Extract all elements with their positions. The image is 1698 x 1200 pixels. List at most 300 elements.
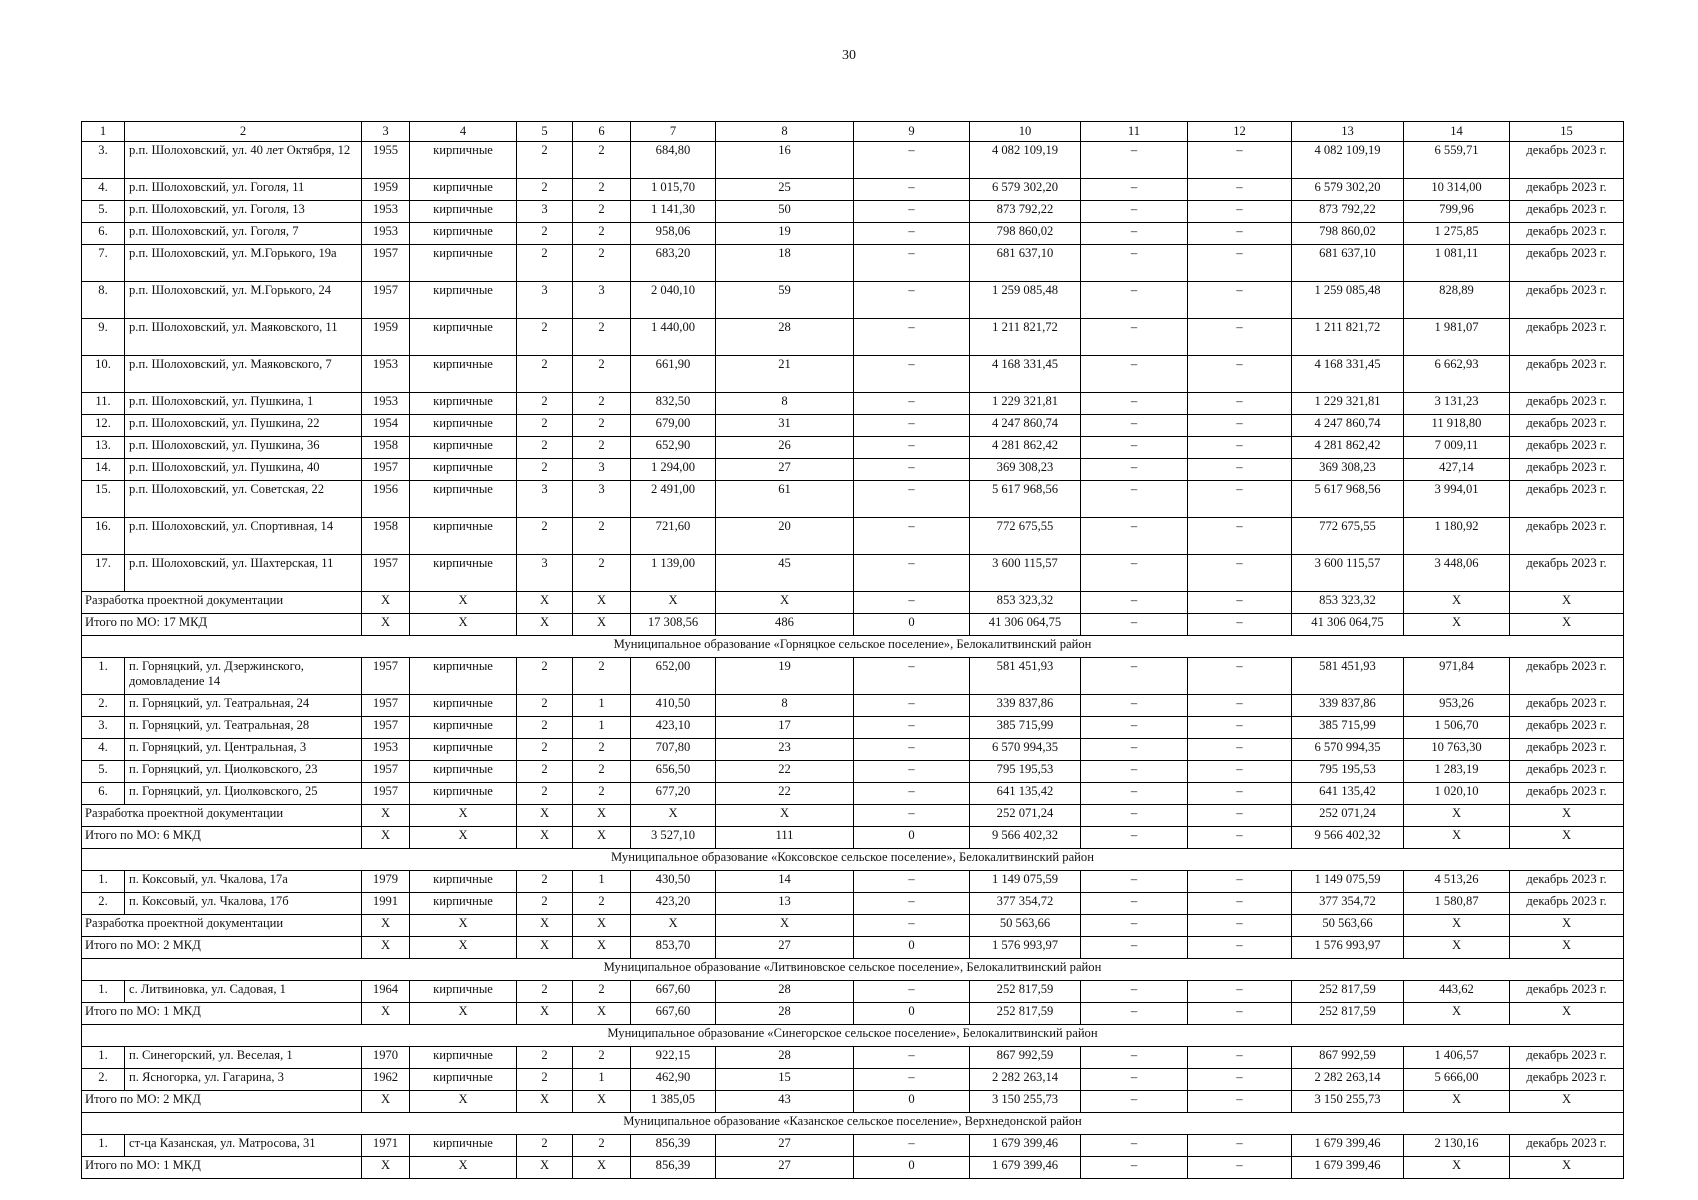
- row-number-cell: 2.: [82, 1069, 125, 1091]
- table-cell: 2: [517, 1047, 573, 1069]
- table-cell: X: [716, 915, 854, 937]
- table-cell: 2 491,00: [631, 481, 716, 518]
- table-cell: 652,00: [631, 658, 716, 695]
- table-cell: –: [854, 1069, 970, 1091]
- row-number-cell: 6.: [82, 223, 125, 245]
- table-cell: X: [1510, 1157, 1624, 1179]
- table-cell: кирпичные: [410, 415, 517, 437]
- table-cell: 443,62: [1404, 981, 1510, 1003]
- table-row: [82, 142, 1624, 179]
- table-cell: X: [362, 1003, 410, 1025]
- table-cell: X: [517, 805, 573, 827]
- table-cell: 0: [854, 1157, 970, 1179]
- table-cell: кирпичные: [410, 223, 517, 245]
- table-cell: –: [1188, 1135, 1292, 1157]
- table-cell: –: [1188, 981, 1292, 1003]
- table-cell: 1 020,10: [1404, 783, 1510, 805]
- column-header: 15: [1510, 122, 1624, 142]
- section-title: Муниципальное образование «Коксовское сельское поселение», Белокалитвинский район: [82, 849, 1624, 871]
- table-cell: X: [362, 937, 410, 959]
- table-cell: X: [1404, 827, 1510, 849]
- table-cell: декабрь 2023 г.: [1510, 415, 1624, 437]
- table-cell: X: [410, 592, 517, 614]
- table-cell: –: [1188, 415, 1292, 437]
- address-cell: п. Коксовый, ул. Чкалова, 17б: [125, 893, 362, 915]
- table-cell: X: [1404, 614, 1510, 636]
- table-cell: 721,60: [631, 518, 716, 555]
- table-cell: –: [1188, 658, 1292, 695]
- table-cell: 958,06: [631, 223, 716, 245]
- table-cell: 2: [573, 415, 631, 437]
- table-cell: –: [1081, 1003, 1188, 1025]
- table-cell: X: [362, 805, 410, 827]
- table-cell: 5 617 968,56: [970, 481, 1081, 518]
- table-row: [82, 245, 1624, 282]
- table-cell: 1957: [362, 245, 410, 282]
- table-cell: 59: [716, 282, 854, 319]
- table-cell: –: [854, 592, 970, 614]
- table-cell: 853 323,32: [970, 592, 1081, 614]
- table-cell: 6 662,93: [1404, 356, 1510, 393]
- table-cell: –: [854, 981, 970, 1003]
- table-cell: –: [1081, 201, 1188, 223]
- table-cell: 867 992,59: [970, 1047, 1081, 1069]
- table-cell: 385 715,99: [1292, 717, 1404, 739]
- table-cell: X: [410, 827, 517, 849]
- table-cell: 1991: [362, 893, 410, 915]
- table-cell: 953,26: [1404, 695, 1510, 717]
- table-cell: кирпичные: [410, 142, 517, 179]
- table-row: [82, 695, 1624, 717]
- table-cell: –: [1188, 481, 1292, 518]
- table-cell: 1953: [362, 393, 410, 415]
- row-number-cell: 5.: [82, 201, 125, 223]
- table-cell: 2: [573, 783, 631, 805]
- column-number-row: [82, 122, 1624, 142]
- table-cell: 423,20: [631, 893, 716, 915]
- table-cell: –: [1081, 319, 1188, 356]
- table-cell: –: [854, 717, 970, 739]
- row-number-cell: 1.: [82, 981, 125, 1003]
- table-cell: 2: [573, 393, 631, 415]
- table-cell: –: [1188, 761, 1292, 783]
- table-cell: X: [362, 1157, 410, 1179]
- table-cell: 3 527,10: [631, 827, 716, 849]
- table-cell: 369 308,23: [1292, 459, 1404, 481]
- table-cell: 772 675,55: [970, 518, 1081, 555]
- table-cell: 2: [517, 223, 573, 245]
- table-cell: X: [362, 827, 410, 849]
- table-cell: 252 817,59: [970, 981, 1081, 1003]
- row-number-cell: 12.: [82, 415, 125, 437]
- column-header: 7: [631, 122, 716, 142]
- table-cell: 27: [716, 1135, 854, 1157]
- table-cell: 1958: [362, 518, 410, 555]
- table-cell: 1 580,87: [1404, 893, 1510, 915]
- table-cell: 1957: [362, 658, 410, 695]
- table-cell: 1959: [362, 319, 410, 356]
- table-cell: 3 600 115,57: [1292, 555, 1404, 592]
- table-cell: 828,89: [1404, 282, 1510, 319]
- table-cell: 1971: [362, 1135, 410, 1157]
- table-cell: 853 323,32: [1292, 592, 1404, 614]
- table-cell: декабрь 2023 г.: [1510, 1135, 1624, 1157]
- table-cell: –: [1081, 518, 1188, 555]
- address-cell: п. Горняцкий, ул. Театральная, 24: [125, 695, 362, 717]
- address-cell: ст-ца Казанская, ул. Матросова, 31: [125, 1135, 362, 1157]
- summary-label: Итого по МО: 1 МКД: [82, 1003, 362, 1025]
- table-cell: 14: [716, 871, 854, 893]
- table-cell: 2 130,16: [1404, 1135, 1510, 1157]
- table-cell: 26: [716, 437, 854, 459]
- table-cell: X: [362, 614, 410, 636]
- address-cell: р.п. Шолоховский, ул. Гоголя, 7: [125, 223, 362, 245]
- table-cell: декабрь 2023 г.: [1510, 518, 1624, 555]
- address-cell: р.п. Шолоховский, ул. Пушкина, 1: [125, 393, 362, 415]
- table-cell: –: [1188, 695, 1292, 717]
- address-cell: р.п. Шолоховский, ул. М.Горького, 24: [125, 282, 362, 319]
- table-cell: –: [854, 459, 970, 481]
- table-cell: –: [1081, 783, 1188, 805]
- table-cell: 2: [573, 893, 631, 915]
- table-cell: –: [1188, 871, 1292, 893]
- table-cell: –: [1081, 893, 1188, 915]
- table-cell: –: [1188, 1069, 1292, 1091]
- table-cell: 3 150 255,73: [1292, 1091, 1404, 1113]
- address-cell: п. Горняцкий, ул. Дзержинского, домовладение 14: [125, 658, 362, 695]
- table-row: [82, 393, 1624, 415]
- table-cell: X: [573, 1091, 631, 1113]
- row-number-cell: 8.: [82, 282, 125, 319]
- table-cell: –: [854, 319, 970, 356]
- row-number-cell: 2.: [82, 893, 125, 915]
- table-cell: X: [1510, 614, 1624, 636]
- address-cell: р.п. Шолоховский, ул. Спортивная, 14: [125, 518, 362, 555]
- table-cell: 50: [716, 201, 854, 223]
- table-cell: –: [1081, 481, 1188, 518]
- table-cell: декабрь 2023 г.: [1510, 282, 1624, 319]
- row-number-cell: 1.: [82, 871, 125, 893]
- table-cell: 61: [716, 481, 854, 518]
- table-cell: –: [854, 1135, 970, 1157]
- table-cell: X: [517, 592, 573, 614]
- table-cell: 853,70: [631, 937, 716, 959]
- table-cell: –: [1081, 981, 1188, 1003]
- table-body: [82, 142, 1624, 1179]
- table-cell: 27: [716, 1157, 854, 1179]
- table-cell: 2: [573, 981, 631, 1003]
- table-cell: X: [1510, 937, 1624, 959]
- table-cell: 1 259 085,48: [970, 282, 1081, 319]
- table-cell: 27: [716, 459, 854, 481]
- table-cell: 2: [517, 459, 573, 481]
- table-cell: 7 009,11: [1404, 437, 1510, 459]
- table-cell: –: [1188, 1003, 1292, 1025]
- table-row: [82, 459, 1624, 481]
- table-cell: кирпичные: [410, 717, 517, 739]
- table-cell: 681 637,10: [1292, 245, 1404, 282]
- table-row: [82, 981, 1624, 1003]
- address-cell: р.п. Шолоховский, ул. Пушкина, 40: [125, 459, 362, 481]
- address-cell: с. Литвиновка, ул. Садовая, 1: [125, 981, 362, 1003]
- table-cell: 20: [716, 518, 854, 555]
- table-cell: декабрь 2023 г.: [1510, 783, 1624, 805]
- row-number-cell: 10.: [82, 356, 125, 393]
- table-cell: 10 763,30: [1404, 739, 1510, 761]
- table-cell: –: [854, 805, 970, 827]
- table-cell: –: [1081, 805, 1188, 827]
- table-cell: –: [1081, 614, 1188, 636]
- table-cell: –: [1188, 783, 1292, 805]
- table-cell: 6 579 302,20: [1292, 179, 1404, 201]
- table-cell: 41 306 064,75: [970, 614, 1081, 636]
- table-cell: 795 195,53: [1292, 761, 1404, 783]
- table-cell: –: [854, 658, 970, 695]
- table-cell: 1 211 821,72: [1292, 319, 1404, 356]
- table-row: [82, 282, 1624, 319]
- table-cell: 28: [716, 1047, 854, 1069]
- table-cell: 2: [517, 1135, 573, 1157]
- section-header-row: [82, 636, 1624, 658]
- table-cell: X: [1510, 805, 1624, 827]
- address-cell: п. Горняцкий, ул. Циолковского, 23: [125, 761, 362, 783]
- table-cell: 1970: [362, 1047, 410, 1069]
- table-cell: 27: [716, 937, 854, 959]
- table-row: [82, 518, 1624, 555]
- table-cell: –: [1188, 614, 1292, 636]
- table-cell: 4 281 862,42: [1292, 437, 1404, 459]
- table-cell: кирпичные: [410, 555, 517, 592]
- table-cell: декабрь 2023 г.: [1510, 739, 1624, 761]
- row-number-cell: 17.: [82, 555, 125, 592]
- column-header: 2: [125, 122, 362, 142]
- section-title: Муниципальное образование «Казанское сельское поселение», Верхнедонской район: [82, 1113, 1624, 1135]
- table-cell: 8: [716, 393, 854, 415]
- table-cell: кирпичные: [410, 658, 517, 695]
- address-cell: р.п. Шолоховский, ул. 40 лет Октября, 12: [125, 142, 362, 179]
- table-cell: 2: [573, 437, 631, 459]
- table-cell: 1 139,00: [631, 555, 716, 592]
- summary-row: [82, 805, 1624, 827]
- table-cell: –: [854, 761, 970, 783]
- column-header: 13: [1292, 122, 1404, 142]
- table-cell: 1957: [362, 695, 410, 717]
- table-cell: 2: [573, 245, 631, 282]
- table-cell: X: [1510, 827, 1624, 849]
- table-cell: 1 180,92: [1404, 518, 1510, 555]
- table-cell: –: [1188, 592, 1292, 614]
- table-cell: –: [1188, 717, 1292, 739]
- table-cell: 15: [716, 1069, 854, 1091]
- table-cell: 581 451,93: [1292, 658, 1404, 695]
- table-cell: 1964: [362, 981, 410, 1003]
- table-cell: 17: [716, 717, 854, 739]
- table-cell: 1959: [362, 179, 410, 201]
- table-cell: 2: [573, 142, 631, 179]
- table-cell: 252 817,59: [1292, 981, 1404, 1003]
- table-cell: 684,80: [631, 142, 716, 179]
- table-cell: 1 294,00: [631, 459, 716, 481]
- row-number-cell: 13.: [82, 437, 125, 459]
- table-cell: 2: [517, 415, 573, 437]
- table-cell: 369 308,23: [970, 459, 1081, 481]
- table-cell: 252 817,59: [1292, 1003, 1404, 1025]
- table-cell: 1 141,30: [631, 201, 716, 223]
- table-cell: 17 308,56: [631, 614, 716, 636]
- table-cell: 1: [573, 695, 631, 717]
- table-cell: –: [854, 893, 970, 915]
- table-cell: 2: [573, 658, 631, 695]
- table-cell: –: [854, 783, 970, 805]
- column-header: 12: [1188, 122, 1292, 142]
- table-cell: 3: [517, 481, 573, 518]
- table-cell: 50 563,66: [970, 915, 1081, 937]
- table-cell: X: [517, 1003, 573, 1025]
- table-cell: 50 563,66: [1292, 915, 1404, 937]
- table-cell: 252 817,59: [970, 1003, 1081, 1025]
- table-cell: 1957: [362, 282, 410, 319]
- table-cell: кирпичные: [410, 282, 517, 319]
- table-cell: –: [854, 739, 970, 761]
- table-cell: X: [362, 592, 410, 614]
- table-cell: 1955: [362, 142, 410, 179]
- table-cell: 1953: [362, 356, 410, 393]
- table-cell: –: [854, 1047, 970, 1069]
- table-cell: –: [1081, 658, 1188, 695]
- table-cell: 1 406,57: [1404, 1047, 1510, 1069]
- table-cell: 798 860,02: [1292, 223, 1404, 245]
- table-cell: декабрь 2023 г.: [1510, 717, 1624, 739]
- table-row: [82, 871, 1624, 893]
- table-cell: 873 792,22: [1292, 201, 1404, 223]
- table-cell: X: [517, 1091, 573, 1113]
- address-cell: р.п. Шолоховский, ул. Гоголя, 11: [125, 179, 362, 201]
- table-cell: 2: [573, 179, 631, 201]
- table-cell: –: [1188, 459, 1292, 481]
- table-cell: декабрь 2023 г.: [1510, 437, 1624, 459]
- table-cell: 856,39: [631, 1157, 716, 1179]
- table-row: [82, 481, 1624, 518]
- table-cell: –: [1188, 893, 1292, 915]
- table-cell: декабрь 2023 г.: [1510, 223, 1624, 245]
- table-cell: 0: [854, 827, 970, 849]
- table-cell: –: [1188, 319, 1292, 356]
- table-cell: 2: [517, 893, 573, 915]
- table-cell: X: [1404, 1091, 1510, 1113]
- table-cell: 28: [716, 1003, 854, 1025]
- table-cell: 3 600 115,57: [970, 555, 1081, 592]
- table-cell: –: [854, 695, 970, 717]
- row-number-cell: 4.: [82, 179, 125, 201]
- table-cell: X: [716, 805, 854, 827]
- table-cell: кирпичные: [410, 695, 517, 717]
- row-number-cell: 3.: [82, 142, 125, 179]
- table-cell: –: [1081, 282, 1188, 319]
- table-cell: 3: [517, 555, 573, 592]
- table-cell: кирпичные: [410, 761, 517, 783]
- table-row: [82, 761, 1624, 783]
- table-cell: 1 229 321,81: [970, 393, 1081, 415]
- table-cell: 1 259 085,48: [1292, 282, 1404, 319]
- table-cell: X: [1510, 1091, 1624, 1113]
- table-cell: X: [1510, 1003, 1624, 1025]
- table-cell: X: [410, 1091, 517, 1113]
- table-cell: 679,00: [631, 415, 716, 437]
- table-cell: декабрь 2023 г.: [1510, 761, 1624, 783]
- table-cell: X: [1510, 915, 1624, 937]
- table-cell: 1953: [362, 739, 410, 761]
- table-cell: 2: [573, 555, 631, 592]
- row-number-cell: 4.: [82, 739, 125, 761]
- table-cell: X: [410, 937, 517, 959]
- summary-row: [82, 614, 1624, 636]
- table-cell: 1957: [362, 459, 410, 481]
- table-cell: 581 451,93: [970, 658, 1081, 695]
- table-cell: 3: [573, 481, 631, 518]
- table-cell: X: [517, 915, 573, 937]
- table-cell: 1957: [362, 783, 410, 805]
- table-cell: 652,90: [631, 437, 716, 459]
- table-cell: 2: [573, 1047, 631, 1069]
- table-cell: 6 559,71: [1404, 142, 1510, 179]
- table-cell: 11 918,80: [1404, 415, 1510, 437]
- table-row: [82, 1069, 1624, 1091]
- table-cell: 1 275,85: [1404, 223, 1510, 245]
- table-cell: 486: [716, 614, 854, 636]
- table-cell: –: [854, 356, 970, 393]
- summary-row: [82, 915, 1624, 937]
- table-cell: 3: [517, 201, 573, 223]
- table-cell: X: [362, 1091, 410, 1113]
- summary-label: Разработка проектной документации: [82, 805, 362, 827]
- table-cell: –: [1081, 827, 1188, 849]
- table-cell: X: [1404, 592, 1510, 614]
- table-cell: 339 837,86: [970, 695, 1081, 717]
- table-cell: 4 082 109,19: [1292, 142, 1404, 179]
- table-cell: 5 617 968,56: [1292, 481, 1404, 518]
- table-cell: –: [1188, 827, 1292, 849]
- table-row: [82, 356, 1624, 393]
- table-cell: 111: [716, 827, 854, 849]
- address-cell: р.п. Шолоховский, ул. Пушкина, 36: [125, 437, 362, 459]
- table-cell: X: [410, 805, 517, 827]
- table-cell: кирпичные: [410, 739, 517, 761]
- table-cell: 1 149 075,59: [970, 871, 1081, 893]
- table-cell: 5 666,00: [1404, 1069, 1510, 1091]
- table-cell: –: [1081, 459, 1188, 481]
- table-cell: 1 679 399,46: [1292, 1157, 1404, 1179]
- table-cell: X: [1404, 1157, 1510, 1179]
- table-row: [82, 201, 1624, 223]
- table-cell: X: [631, 592, 716, 614]
- table-cell: кирпичные: [410, 1047, 517, 1069]
- table-cell: 4 281 862,42: [970, 437, 1081, 459]
- table-cell: –: [1188, 518, 1292, 555]
- table-cell: кирпичные: [410, 245, 517, 282]
- table-cell: декабрь 2023 г.: [1510, 1069, 1624, 1091]
- table-cell: 377 354,72: [1292, 893, 1404, 915]
- table-cell: 18: [716, 245, 854, 282]
- table-cell: 661,90: [631, 356, 716, 393]
- table-cell: декабрь 2023 г.: [1510, 555, 1624, 592]
- table-cell: X: [410, 915, 517, 937]
- table-cell: –: [854, 871, 970, 893]
- table-cell: 2: [517, 179, 573, 201]
- table-cell: кирпичные: [410, 437, 517, 459]
- table-cell: –: [1081, 695, 1188, 717]
- table-cell: 28: [716, 319, 854, 356]
- table-cell: X: [573, 805, 631, 827]
